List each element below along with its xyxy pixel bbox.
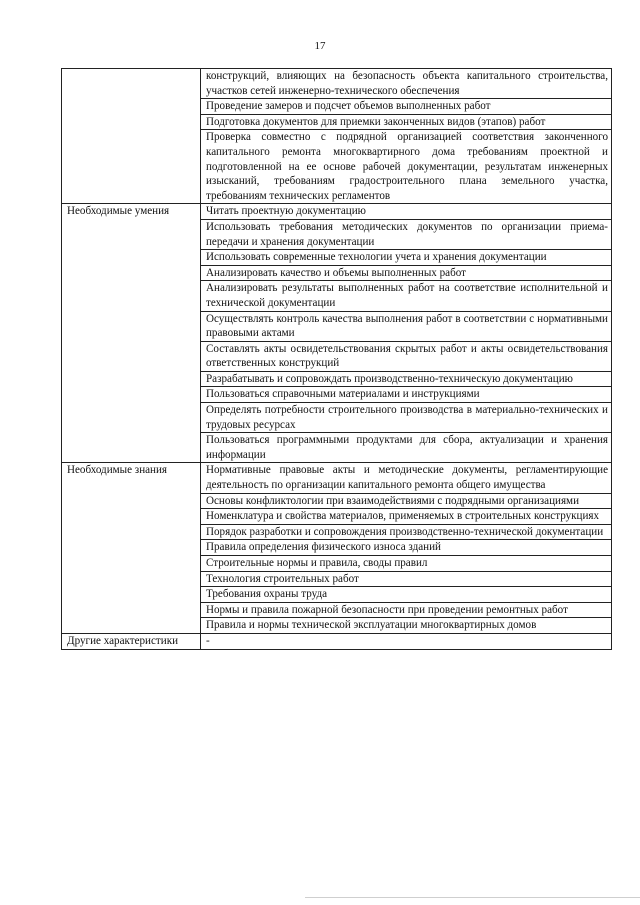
requirements-table	[61, 68, 612, 650]
skill-item: Анализировать качество и объемы выполненных работ	[201, 265, 612, 281]
table-row	[62, 463, 612, 493]
skill-item: Использовать требования методических документов по организации приема-передачи и хранения документации	[201, 219, 612, 249]
knowledge-item: Требования охраны труда	[201, 587, 612, 603]
other-value: -	[201, 633, 612, 649]
label-cell-empty	[62, 69, 201, 204]
skill-item: Использовать современные технологии учета и хранения документации	[201, 250, 612, 266]
knowledge-item: Номенклатура и свойства материалов, применяемых в строительных конструкциях	[201, 509, 612, 525]
knowledge-item: Технология строительных работ	[201, 571, 612, 587]
skill-item: Составлять акты освидетельствования скрытых работ и акты освидетельствования ответственных конструкций	[201, 341, 612, 371]
skill-item: Разрабатывать и сопровождать производственно-техническую документацию	[201, 371, 612, 387]
bottom-divider	[305, 897, 640, 898]
skills-label: Необходимые умения	[62, 204, 201, 463]
table-row	[62, 204, 612, 220]
table-row	[62, 69, 612, 99]
knowledge-item: Нормы и правила пожарной безопасности при проведении ремонтных работ	[201, 602, 612, 618]
table-row	[62, 633, 612, 649]
knowledge-item: Строительные нормы и правила, своды правил	[201, 556, 612, 572]
skill-item: Осуществлять контроль качества выполнения работ в соответствии с нормативными правовыми актами	[201, 311, 612, 341]
continuation-item: Подготовка документов для приемки законченных видов (этапов) работ	[201, 114, 612, 130]
knowledge-item: Порядок разработки и сопровождения производственно-технической документации	[201, 524, 612, 540]
page-number: 17	[314, 40, 326, 52]
continuation-item: Проведение замеров и подсчет объемов выполненных работ	[201, 99, 612, 115]
skill-item: Анализировать результаты выполненных работ на соответствие исполнительной и технической документации	[201, 281, 612, 311]
skill-item: Пользоваться программными продуктами для сбора, актуализации и хранения информации	[201, 433, 612, 463]
continuation-item: конструкций, влияющих на безопасность объекта капитального строительства, участков сетей инженерно-технического обеспечения	[201, 69, 612, 99]
skill-item: Пользоваться справочными материалами и инструкциями	[201, 387, 612, 403]
knowledge-item: Нормативные правовые акты и методические документы, регламентирующие деятельность по организации капитального ремонта общего имущества	[201, 463, 612, 493]
knowledge-label: Необходимые знания	[62, 463, 201, 634]
other-label: Другие характеристики	[62, 633, 201, 649]
knowledge-item: Правила определения физического износа зданий	[201, 540, 612, 556]
skill-item: Читать проектную документацию	[201, 204, 612, 220]
skill-item: Определять потребности строительного производства в материально-технических и трудовых ресурсах	[201, 403, 612, 433]
knowledge-item: Основы конфликтологии при взаимодействиями с подрядными организациями	[201, 493, 612, 509]
continuation-item: Проверка совместно с подрядной организацией соответствия законченного капитального ремонта многоквартирного дома требованиям проектной и подготовленной на ее основе рабочей документации, результатам инженерных изысканий, требованиям градостроительного плана земельного участка, требованиям технических регламентов	[201, 130, 612, 204]
knowledge-item: Правила и нормы технической эксплуатации многоквартирных домов	[201, 618, 612, 634]
